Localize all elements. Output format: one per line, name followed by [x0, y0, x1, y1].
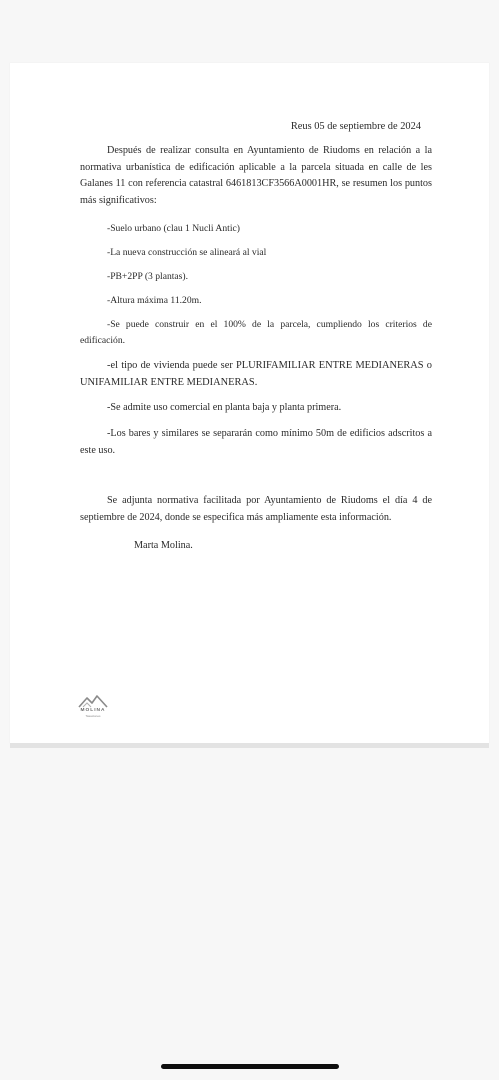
- logo-name: MOLINA: [80, 708, 106, 713]
- list-item: -Los bares y similares se separarán como mínimo 50m de edificios adscritos a este uso.: [80, 428, 432, 456]
- signature: Marta Molina.: [134, 540, 193, 551]
- list-item: -el tipo de vivienda puede ser PLURIFAMILIAR ENTRE MEDIANERAS o UNIFAMILIAR ENTRE MEDIANERAS.: [80, 360, 432, 388]
- page-edge: [10, 743, 489, 748]
- list-item: -Se puede construir en el 100% de la parcela, cumpliendo los criterios de edificación.: [80, 319, 432, 346]
- list-item: -PB+2PP (3 plantas).: [107, 271, 189, 282]
- logo-subtitle: Tasaciones: [85, 714, 101, 718]
- list-item: -Suelo urbano (clau 1 Nucli Antic): [107, 223, 240, 234]
- date-line: Reus 05 de septiembre de 2024: [290, 121, 421, 132]
- list-item: -Altura máxima 11.20m.: [107, 295, 202, 306]
- home-indicator[interactable]: [161, 1064, 339, 1069]
- list-item: -La nueva construcción se alineará al vial: [107, 247, 267, 258]
- document-page[interactable]: [10, 63, 489, 743]
- closing-paragraph: Se adjunta normativa facilitada por Ayuntamiento de Riudoms el día 4 de septiembre de 2024, donde se especifica más ampliamente esta información.: [80, 495, 432, 523]
- list-item: -Se admite uso comercial en planta baja y planta primera.: [107, 402, 342, 413]
- intro-paragraph: Después de realizar consulta en Ayuntamiento de Riudoms en relación a la normativa urbanística de edificación aplicable a la parcela situada en calle de les Galanes 11 con referencia catastral 6461813CF3566A0001HR, se resumen los puntos más significativos:: [80, 145, 432, 206]
